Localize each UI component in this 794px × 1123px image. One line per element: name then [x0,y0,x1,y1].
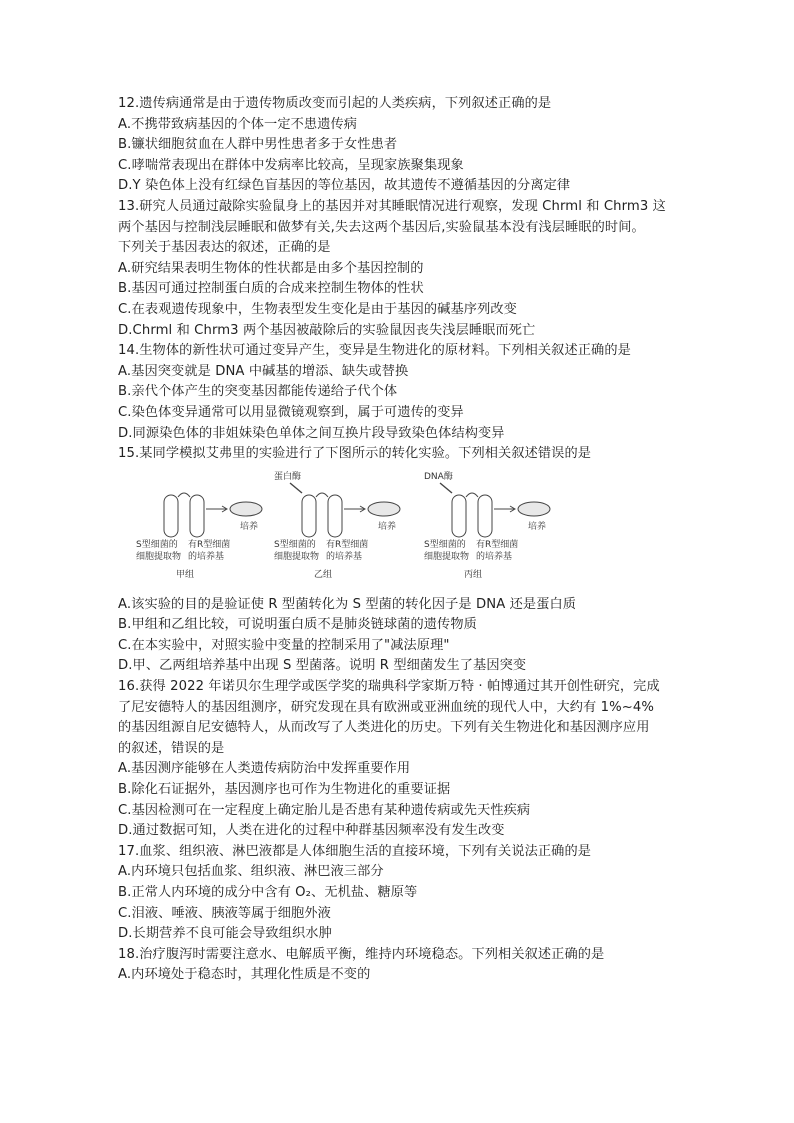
test-tube-s-extract [452,495,466,537]
petri-dish-icon [518,502,550,516]
dropper-icon [290,483,302,493]
tube1-label-2: 细胞提取物 [424,551,470,562]
q17-option-b: B.正常人内环境的成分中含有 O₂、无机盐、糖原等 [118,885,418,900]
tube1-label-1: S型细菌的 [274,539,316,550]
test-tube-s-extract [164,495,178,537]
enzyme-label: 蛋白酶 [274,471,302,482]
group-name: 丙组 [464,569,483,580]
tube1-label-2: 细胞提取物 [136,551,182,562]
tube2-label-2: 的培养基 [188,551,225,562]
q12-option-a: A.不携带致病基因的个体一定不患遗传病 [118,116,358,132]
q14-stem: 14.生物体的新性状可通过变异产生，变异是生物进化的原材料。下列相关叙述正确的是 [118,343,631,359]
group-name: 乙组 [314,569,333,580]
q13-option-a: A.研究结果表明生物体的性状都是由多个基因控制的 [118,260,424,276]
tube1-label-2: 细胞提取物 [274,551,320,562]
q15-option-a: A.该实验的目的是验证使 R 型菌转化为 S 型菌的转化因子是 DNA 还是蛋白质 [118,596,577,612]
q14-option-b: B.亲代个体产生的突变基因都能传递给子代个体 [118,384,398,400]
tube2-label-1: 有R型细菌 [326,539,369,550]
q15-stem: 15.某同学模拟艾弗里的实验进行了下图所示的转化实验。下列相关叙述错误的是 [118,446,592,462]
q12-option-b: B.镰状细胞贫血在人群中男性患者多于女性患者 [118,137,398,153]
tube2-label-2: 的培养基 [476,551,513,562]
tube2-label-2: 的培养基 [326,551,363,562]
test-tube-r-medium [328,495,342,537]
q15-option-b: B.甲组和乙组比较，可说明蛋白质不是肺炎链球菌的遗传物质 [118,617,477,633]
q18-stem: 18.治疗腹泻时需要注意水、电解质平衡，维持内环境稳态。下列相关叙述正确的是 [118,946,605,962]
q17-option-a: A.内环境只包括血浆、组织液、淋巴液三部分 [118,864,384,880]
petri-dish-icon [368,502,400,516]
q16-option-b: B.除化石证据外，基因测序也可作为生物进化的重要证据 [118,782,451,798]
pour-arrow-icon [316,493,328,497]
petri-dish-icon [230,502,262,516]
q17-option-c: C.泪液、唾液、胰液等属于细胞外液 [118,905,331,921]
group-jia [136,493,262,580]
q17-option-d: D.长期营养不良可能会导致组织水肿 [118,926,332,942]
q16-stem-line-2: 了尼安德特人的基因组测序，研究发现在具有欧洲或亚洲血统的现代人中，大约有 1%~4% [118,699,655,715]
dish-label: 培养 [528,521,547,532]
tube1-label-1: S型细菌的 [136,539,178,550]
q13-option-b: B.基因可通过控制蛋白质的合成来控制生物体的性状 [118,281,424,297]
q13-stem-line-2: 两个基因与控制浅层睡眠和做梦有关,失去这两个基因后,实验鼠基本没有浅层睡眠的时间。 [118,219,645,235]
q14-option-a: A.基因突变就是 DNA 中碱基的增添、缺失或替换 [118,363,409,379]
tube1-label-1: S型细菌的 [424,539,466,550]
group-yi [274,470,400,580]
q16-option-d: D.通过数据可知，人类在进化的过程中种群基因频率没有发生改变 [118,823,505,839]
exam-page [118,94,678,986]
experiment-diagram [118,469,678,589]
test-tube-s-extract [302,495,316,537]
enzyme-label: DNA酶 [424,471,453,482]
tube2-label-1: 有R型细菌 [476,539,519,550]
test-tube-r-medium [190,495,204,537]
q17-stem: 17.血浆、组织液、淋巴液都是人体细胞生活的直接环境，下列有关说法正确的是 [118,843,592,859]
q13-option-d: D.Chrml 和 Chrm3 两个基因被敲除后的实验鼠因丧失浅层睡眠而死亡 [118,322,536,338]
q16-stem-line-1: 16.获得 2022 年诺贝尔生理学或医学奖的瑞典科学家斯万特 · 帕博通过其开创性研究，完成 [118,679,660,695]
dropper-icon [440,483,452,493]
q16-option-a: A.基因测序能够在人类遗传病防治中发挥重要作用 [118,761,411,777]
q14-option-c: C.染色体变异通常可以用显微镜观察到，属于可遗传的变异 [118,404,464,420]
q12-option-d: D.Y 染色体上没有红绿色盲基因的等位基因，故其遗传不遵循基因的分离定律 [118,178,571,194]
q15-option-c: C.在本实验中，对照实验中变量的控制采用了"减法原理" [118,637,450,653]
test-tube-r-medium [478,495,492,537]
group-bing [424,470,550,580]
pour-arrow-icon [466,493,478,497]
q16-option-c: C.基因检测可在一定程度上确定胎儿是否患有某种遗传病或先天性疾病 [118,802,531,818]
dish-label: 培养 [378,521,397,532]
q13-stem-line-1: 13.研究人员通过敲除实验鼠身上的基因并对其睡眠情况进行观察，发现 Chrml 和 Chrm3 这 [118,198,666,214]
q15-option-d: D.甲、乙两组培养基中出现 S 型菌落。说明 R 型细菌发生了基因突变 [118,658,527,674]
q12-option-c: C.哮喘常表现出在群体中发病率比较高，呈现家族聚集现象 [118,157,464,173]
q16-stem-line-4: 的叙述，错误的是 [118,740,225,756]
tube2-label-1: 有R型细菌 [188,539,231,550]
q16-stem-line-3: 的基因组源自尼安德特人，从而改写了人类进化的历史。下列有关生物进化和基因测序应用 [118,720,650,736]
group-name: 甲组 [176,569,195,580]
pour-arrow-icon [178,493,190,497]
transformation-experiment-figure [118,469,678,589]
dish-label: 培养 [240,521,259,532]
q18-option-a: A.内环境处于稳态时，其理化性质是不变的 [118,967,371,983]
q13-stem-line-3: 下列关于基因表达的叙述，正确的是 [118,240,331,256]
q13-option-c: C.在表观遗传现象中，生物表型发生变化是由于基因的碱基序列改变 [118,301,517,317]
q12-stem: 12.遗传病通常是由于遗传物质改变而引起的人类疾病，下列叙述正确的是 [118,96,552,111]
q14-option-d: D.同源染色体的非姐妹染色单体之间互换片段导致染色体结构变异 [118,425,505,441]
